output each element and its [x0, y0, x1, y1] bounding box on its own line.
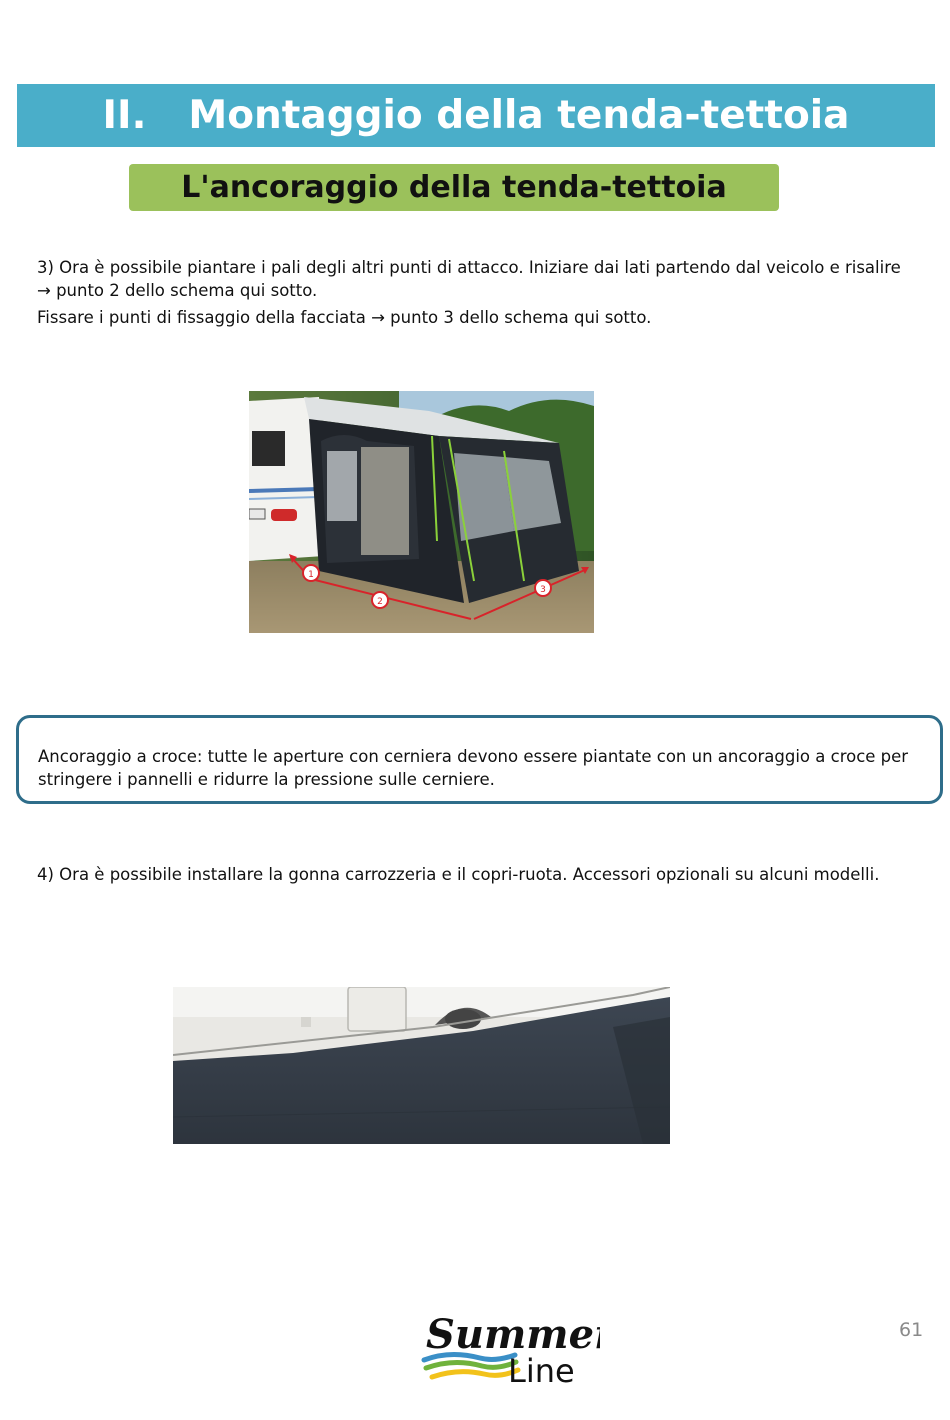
svg-text:3: 3	[540, 585, 546, 595]
step4-text: 4) Ora è possibile installare la gonna carrozzeria e il copri-ruota. Accessori opzionali su alcuni modelli.	[37, 865, 880, 884]
summer-line-logo	[420, 1300, 600, 1390]
section-banner	[17, 84, 935, 147]
svg-text:1: 1	[308, 570, 314, 580]
step3-text: 3) Ora è possibile piantare i pali degli altri punti di attacco. Iniziare dai lati partendo dal veicolo e risalire → punto 2 dello schema qui sotto.	[37, 258, 901, 300]
section-title: Montaggio della tenda-tettoia	[188, 93, 850, 138]
marker-3	[535, 580, 551, 596]
page-number: 61	[899, 1319, 924, 1341]
section-number: II.	[102, 93, 147, 138]
logo-word-line: Line	[508, 1352, 575, 1390]
note-text: Ancoraggio a croce: tutte le aperture con cerniera devono essere piantate con un ancoraggio a croce per stringere i pannelli e ridurre la pressione sulle cerniere.	[38, 747, 909, 789]
marker-1	[303, 565, 319, 581]
logo-word-summer: Summer	[426, 1311, 600, 1358]
marker-2	[372, 592, 388, 608]
cross-anchoring-note	[16, 715, 943, 804]
awning-photo	[249, 391, 594, 633]
subsection-banner: L'ancoraggio della tenda-tettoia	[129, 164, 779, 211]
step3-facade-text: Fissare i punti di fissaggio della facciata → punto 3 dello schema qui sotto.	[37, 308, 652, 327]
svg-text:2: 2	[377, 597, 383, 607]
skirt-photo	[173, 987, 670, 1144]
